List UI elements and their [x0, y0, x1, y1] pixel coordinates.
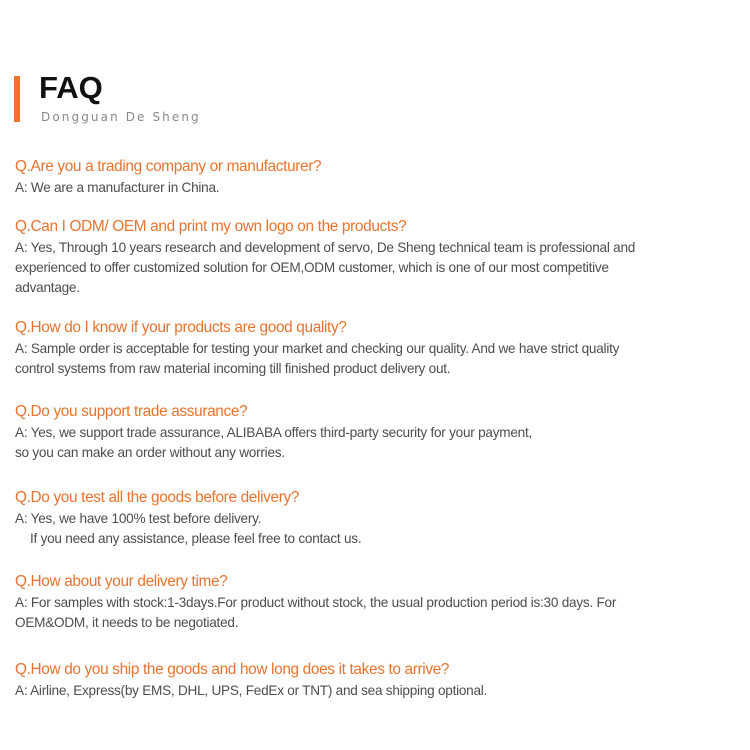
- faq-answer: [15, 423, 695, 463]
- faq-answer-line: so you can make an order without any worries.: [15, 445, 285, 460]
- faq-answer-line: A: Yes, we have 100% test before delivery.: [15, 511, 262, 526]
- faq-question: Q.Do you support trade assurance?: [15, 403, 248, 420]
- faq-answer: [15, 681, 695, 701]
- faq-answer: [15, 339, 695, 379]
- faq-answer-line: A: We are a manufacturer in China.: [15, 180, 220, 195]
- faq-answer-line: A: Yes, we support trade assurance, ALIBABA offers third-party security for your payment,: [15, 425, 532, 440]
- faq-answer-line: A: For samples with stock:1-3days.For product without stock, the usual production period is:30 days. For: [15, 595, 617, 610]
- faq-question: Q.How about your delivery time?: [15, 573, 228, 590]
- faq-item: [15, 572, 695, 633]
- faq-question: Q.Do you test all the goods before delivery?: [15, 489, 300, 506]
- faq-answer: [15, 238, 695, 298]
- faq-answer-line: A: Airline, Express(by EMS, DHL, UPS, FedEx or TNT) and sea shipping optional.: [15, 683, 488, 698]
- faq-item: [15, 318, 695, 379]
- faq-answer-line: experienced to offer customized solution for OEM,ODM customer, which is one of our most competitive: [15, 260, 609, 275]
- faq-item: [15, 157, 695, 198]
- faq-answer: [15, 178, 695, 198]
- faq-answer: [15, 509, 695, 549]
- faq-item: [15, 402, 695, 463]
- faq-answer-line: advantage.: [15, 280, 80, 295]
- faq-question: Q.How do I know if your products are good quality?: [15, 319, 347, 336]
- page-subtitle: Dongguan De Sheng: [41, 110, 201, 124]
- faq-item: [15, 488, 695, 549]
- faq-question: Q.Are you a trading company or manufacturer?: [15, 158, 322, 175]
- accent-bar: [14, 76, 20, 122]
- faq-answer: [15, 593, 695, 633]
- page-title: FAQ: [39, 70, 103, 105]
- faq-question: Q.Can I ODM/ OEM and print my own logo on the products?: [15, 218, 407, 235]
- faq-answer-line: If you need any assistance, please feel free to contact us.: [30, 531, 362, 546]
- faq-question: Q.How do you ship the goods and how long does it takes to arrive?: [15, 661, 450, 678]
- faq-answer-line: A: Sample order is acceptable for testing your market and checking our quality. And we have strict quality: [15, 341, 620, 356]
- faq-answer-line: control systems from raw material incoming till finished product delivery out.: [15, 361, 451, 376]
- faq-answer-line: OEM&ODM, it needs to be negotiated.: [15, 615, 239, 630]
- faq-answer-line: A: Yes, Through 10 years research and development of servo, De Sheng technical team is professional and: [15, 240, 636, 255]
- faq-item: [15, 217, 695, 298]
- faq-item: [15, 660, 695, 701]
